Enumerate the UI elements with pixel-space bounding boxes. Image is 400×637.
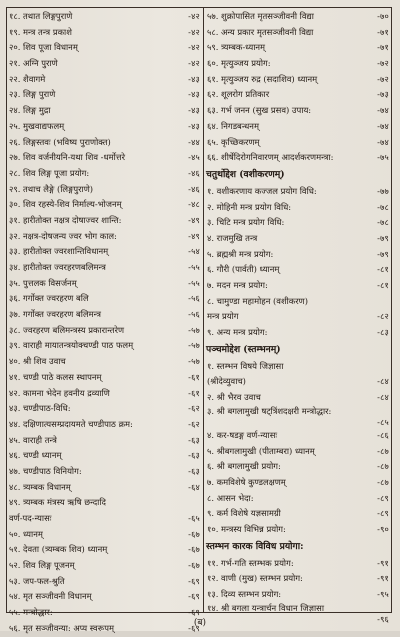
entry-page-number: -५६ <box>188 293 200 304</box>
entry-page-number: -८६ <box>377 429 389 440</box>
entry-page-number: -४३ <box>188 105 200 116</box>
entry-page-number: -७३ <box>377 89 389 100</box>
entry-title: ७. मदन मन्त्र प्रयोग: <box>207 280 268 290</box>
entry-page-number: -६३ <box>188 465 200 476</box>
toc-entry <box>207 87 389 103</box>
entry-page-number: -४३ <box>188 89 200 100</box>
entry-page-number: -७७ <box>377 185 389 196</box>
toc-entry <box>207 25 389 41</box>
entry-page-number: -५५ <box>188 262 200 272</box>
toc-entry <box>9 448 200 464</box>
entry-page-number: -८१ <box>377 280 389 290</box>
entry-page-number: -४३ <box>188 120 200 131</box>
toc-entry <box>9 276 200 292</box>
entry-title: २२. शैवागमे <box>9 73 46 84</box>
toc-entry <box>207 506 389 522</box>
entry-title: ४७. चण्डीपाठ विनियोग: <box>9 465 82 476</box>
toc-entry <box>9 72 200 88</box>
entry-title: ५२. शिव लिङ्ग पूजनम् <box>9 560 75 571</box>
entry-page-number: -७१ <box>377 26 389 37</box>
entry-page-number: -४२ <box>188 26 200 37</box>
entry-title: ६२. शूलरोग प्रतिकार <box>207 89 270 100</box>
entry-title: २८. शिव लिङ्ग पूजा प्रयोग: <box>9 167 90 178</box>
entry-page-number: -६५ <box>188 513 200 523</box>
entry-title: ५५. मन्त्रोद्धार: <box>9 607 53 618</box>
entry-page-number: -८२ <box>377 311 389 322</box>
entry-title: ६३. गर्भ जनन (सुख प्रसव) उपाय: <box>207 105 312 116</box>
toc-entry <box>9 323 200 339</box>
entry-page-number: -८१ <box>377 264 389 275</box>
entry-page-number: -९१ <box>377 573 389 584</box>
toc-entry <box>9 166 200 182</box>
toc-entry <box>207 294 389 310</box>
entry-page-number: -८९ <box>377 508 389 519</box>
entry-title: (श्रीदेव्युवाच) <box>207 376 246 387</box>
entry-title: ४. कर-षडङ्ग वर्ण-न्यासः <box>207 429 278 440</box>
toc-entry <box>9 25 200 41</box>
section-heading: चतुर्थोद्देश (वशीकरणम्) <box>206 168 285 180</box>
toc-entry <box>9 291 200 307</box>
entry-title: ५. ब्रह्मश्री मन्त्र प्रयोग: <box>207 248 274 259</box>
toc-entry <box>207 150 389 166</box>
entry-page-number: -९५ <box>377 589 389 599</box>
entry-page-number: -५५ <box>188 277 200 288</box>
toc-entry <box>207 119 389 135</box>
entry-title: ३. चिटि मन्त्र प्रयोग विधि: <box>207 217 285 228</box>
column-divider <box>203 7 204 613</box>
toc-entry <box>9 150 200 166</box>
toc-entry <box>207 40 389 56</box>
entry-title: ४१. चण्डी पाठे कलस स्थापनम् <box>9 371 102 382</box>
entry-title: २. श्री भैरव उवाच <box>207 392 261 403</box>
entry-title: ४६. चण्डी ध्यानम् <box>9 450 62 461</box>
entry-page-number: -८९ <box>377 492 389 503</box>
entry-page-number: -८७ <box>377 461 389 472</box>
toc-entry <box>9 495 200 511</box>
toc-entry <box>9 589 200 605</box>
entry-title: ४२. कामना भेदेन हवनीय द्रव्याणि <box>9 387 110 398</box>
toc-entry <box>9 401 200 417</box>
toc-entry <box>9 103 200 119</box>
entry-title: ६६. शीर्षेदिरोगनिवारणम् आदर्शकरणमन्त्रा: <box>207 152 334 163</box>
entry-page-number: -४९ <box>188 214 200 225</box>
entry-title: ८. आसन भेदा: <box>207 492 254 503</box>
entry-title: ३८. ज्वरहरण बलिमन्त्रस्य प्रकारान्तरेण <box>9 324 125 335</box>
toc-entry <box>207 247 389 263</box>
toc-entry <box>207 587 389 603</box>
entry-title: ५८. अन्य प्रकार मृतसञ्जीवनी विद्या <box>207 26 314 37</box>
toc-entry <box>9 182 200 198</box>
toc-entry <box>207 72 389 88</box>
toc-entry <box>9 433 200 449</box>
toc-entry <box>9 244 200 260</box>
toc-entry <box>9 56 200 72</box>
right-column <box>207 9 389 625</box>
page-marker: (ब) <box>193 618 207 628</box>
entry-title: १८. तथात लिङ्गपुराणे <box>9 11 73 21</box>
entry-page-number: -४८ <box>188 199 200 210</box>
entry-page-number: -७२ <box>377 58 389 69</box>
toc-entry <box>9 527 200 543</box>
entry-page-number: -६१ <box>188 387 200 398</box>
toc-entry <box>9 542 200 558</box>
entry-title: मन्त्र प्रयोग <box>207 311 239 322</box>
toc-entry <box>9 229 200 245</box>
entry-title: ३०. शिव रहस्ये-शिव निर्माल्य-भोजनम् <box>9 199 122 210</box>
entry-title: १. स्तम्भन विषये जिज्ञासा <box>207 360 284 371</box>
entry-title: २४. लिङ्ग मुद्रा <box>9 105 51 116</box>
entry-page-number: -८५ <box>377 416 389 427</box>
toc-entry <box>207 475 389 491</box>
toc-entry <box>9 370 200 386</box>
entry-title: ४३. चण्डीपाठ-विधि: <box>9 403 71 414</box>
entry-title: ४५. वाराही तन्त्रे <box>9 434 57 445</box>
entry-title: ३. श्री बगलामुखी षट्त्रिंशदक्षरी मन्त्रोद्धार: <box>207 405 332 416</box>
entry-title: ३१. हारीतोक्त नक्षत्र दोषाज्वर शान्ति: <box>9 214 122 225</box>
entry-title: ५०. ध्यानम् <box>9 528 43 539</box>
entry-page-number: -६९ <box>188 591 200 602</box>
entry-title: ९. कर्म विशेषे यज्ञसामग्री <box>207 508 281 519</box>
entry-page-number: -७८ <box>377 217 389 228</box>
entry-title: ५९. त्र्यम्बक-ध्यानम् <box>207 42 266 53</box>
entry-page-number: -५७ <box>188 340 200 351</box>
toc-entry <box>207 135 389 151</box>
entry-title: २१. अग्नि पुराणे <box>9 58 58 69</box>
entry-title: २७. शिव वर्जनीयनि-यथा शिव -धर्मोत्तरे <box>9 152 126 163</box>
entry-page-number: -९६ <box>377 613 389 624</box>
entry-page-number: -६२ <box>188 418 200 429</box>
entry-title: ५७. शुक्रोपासित मृतसञ्जीवनी विद्या <box>207 11 314 21</box>
entry-page-number: -८३ <box>377 327 389 338</box>
entry-title: १२. वाणी (मुख) स्तम्भन प्रयोग: <box>207 573 303 584</box>
entry-page-number: -७५ <box>377 152 389 163</box>
entry-title: ६५. कृच्छिकरणम् <box>207 136 260 147</box>
toc-entry <box>207 522 389 538</box>
toc-entry <box>207 9 389 25</box>
entry-page-number: -६१ <box>188 371 200 382</box>
toc-entry <box>9 511 200 527</box>
entry-page-number: -८४ <box>377 376 389 387</box>
toc-entry <box>9 260 200 276</box>
toc-entry <box>9 87 200 103</box>
entry-title: ६४. निगडबन्धनम् <box>207 120 259 131</box>
entry-page-number: -६९ <box>188 607 200 618</box>
toc-entry <box>9 338 200 354</box>
toc-entry <box>207 491 389 507</box>
toc-entry <box>207 390 389 406</box>
entry-title: ३४. हारीतोक्त ज्वरहरणबलिमन्त्र <box>9 262 106 272</box>
toc-entry <box>207 262 389 278</box>
entry-page-number: -४९ <box>188 230 200 241</box>
toc-entry <box>207 231 389 247</box>
entry-title: ३७. गर्गोक्त ज्वरहरण बलिमन्त्र <box>9 309 102 320</box>
entry-page-number: -७४ <box>377 105 389 116</box>
entry-title: १३. दिव्य स्तम्भन प्रयोग: <box>207 589 282 599</box>
entry-title: २. मोहिनी मन्त्र प्रयोग विधि: <box>207 201 292 212</box>
entry-title: २०. शिव पूजा विधानम् <box>9 42 78 53</box>
entry-title: २६. लिङ्गस्तवः (भविष्य पुराणोक्त) <box>9 136 111 147</box>
toc-entry <box>207 278 389 294</box>
entry-page-number: -६४ <box>188 481 200 492</box>
entry-page-number: -६२ <box>188 403 200 414</box>
entry-page-number: -५६ <box>188 309 200 320</box>
entry-title: १. वशीकरणाय कज्जल प्रयोग विधि: <box>207 185 317 196</box>
entry-title: ६०. मृत्युञ्जय प्रयोग: <box>207 58 271 69</box>
toc-entry <box>207 428 389 444</box>
entry-page-number: -४२ <box>188 42 200 53</box>
entry-page-number: -८४ <box>377 392 389 403</box>
entry-page-number: -४६ <box>188 183 200 194</box>
entry-title: २५. मुखवाद्यफलम् <box>9 120 65 131</box>
entry-title: १४. श्री बगला यन्त्रार्चन विधान जिज्ञासा <box>207 602 325 613</box>
toc-entry <box>9 417 200 433</box>
entry-title: ४८. त्र्यम्बक विधानम् <box>9 481 71 492</box>
entry-page-number: -९१ <box>377 557 389 568</box>
entry-page-number: -६९ <box>188 575 200 586</box>
section-heading: स्तम्भन कारक विविध प्रयोगा: <box>206 540 304 552</box>
toc-entry <box>207 374 389 390</box>
left-column <box>9 9 200 637</box>
entry-page-number: -४६ <box>188 167 200 178</box>
entry-page-number: -७९ <box>377 248 389 259</box>
entry-title: ३५. पुत्तलक विसर्जनम् <box>9 277 77 288</box>
toc-entry <box>9 464 200 480</box>
entry-title: ३६. गर्गोक्त ज्वरहरण बलि <box>9 293 89 304</box>
entry-page-number: -४५ <box>188 152 200 163</box>
entry-title: २३. लिङ्ग पुराणे <box>9 89 56 100</box>
toc-entry <box>9 480 200 496</box>
entry-page-number: -४२ <box>188 11 200 21</box>
toc-entry <box>207 459 389 475</box>
entry-page-number: -७२ <box>377 73 389 84</box>
entry-title: १०. मन्त्रस्य विभिन्न प्रयोग: <box>207 523 286 534</box>
entry-page-number: -७१ <box>377 42 389 53</box>
toc-entry <box>9 354 200 370</box>
entry-title: ४. राजमुखि तन्त्र <box>207 232 258 243</box>
entry-page-number: -४२ <box>188 58 200 69</box>
entry-page-number: -७९ <box>377 232 389 243</box>
entry-page-number: -६७ <box>188 560 200 571</box>
entry-title: १९. मन्त्र तन्त्र प्रकाशे <box>9 26 72 37</box>
entry-title: ७. कमविशेषे कुण्डलक्षणम् <box>207 476 286 487</box>
entry-page-number: -५७ <box>188 356 200 367</box>
toc-entry <box>9 197 200 213</box>
entry-page-number: -६७ <box>188 528 200 539</box>
toc-entry <box>9 558 200 574</box>
entry-page-number: -४३ <box>188 73 200 84</box>
entry-page-number: -६३ <box>188 434 200 445</box>
entry-page-number: -४४ <box>188 136 200 147</box>
toc-entry <box>207 200 389 216</box>
entry-title: ५४. मृत सञ्जीवनी विधानम् <box>9 591 92 602</box>
toc-entry <box>207 103 389 119</box>
entry-title: ५. श्रीबगलामुखी (पीताम्बरा) ध्यानम् <box>207 445 315 456</box>
entry-page-number: -९० <box>377 523 389 534</box>
toc-entry <box>9 386 200 402</box>
toc-entry <box>9 40 200 56</box>
entry-title: ४०. श्री शिव उवाच <box>9 356 66 367</box>
entry-title: वर्ण-पद-न्यासः <box>9 513 52 523</box>
entry-page-number: -५४ <box>188 246 200 257</box>
entry-title: ६. गौरी (पार्वती) ध्यानम् <box>207 264 280 275</box>
entry-page-number: -७८ <box>377 201 389 212</box>
entry-page-number: -६७ <box>188 544 200 555</box>
entry-page-number: -७० <box>377 11 389 21</box>
entry-title: ४४. दक्षिणात्यसम्प्रदायमते चण्डीपाठ क्रम: <box>9 418 133 429</box>
toc-entry <box>9 213 200 229</box>
entry-page-number: -७४ <box>377 136 389 147</box>
toc-entry <box>9 135 200 151</box>
entry-title: ८. चामुण्डा महामोहन (वशीकरण) <box>207 295 308 306</box>
toc-entry <box>207 556 389 572</box>
entry-title: ९. अन्य मन्त्र प्रयोग: <box>207 327 268 338</box>
toc-entry <box>9 9 200 25</box>
entry-title: ५१. देवता (त्र्यम्बक शिव) ध्यानम् <box>9 544 108 555</box>
toc-entry <box>207 215 389 231</box>
toc-entry <box>207 571 389 587</box>
toc-entry <box>9 119 200 135</box>
entry-title: ५६. मृत सञ्जीवन्या: अप्य स्वरूपम् <box>9 622 114 633</box>
entry-title: ४९. त्र्यम्बक मंत्रस्य ऋषि छन्दादि <box>9 497 106 508</box>
toc-entry <box>207 406 389 428</box>
entry-title: ५३. जप-फल-श्रुति <box>9 575 65 586</box>
entry-title: ३२. नक्षत्र-दोषजन्य ज्वर भोग काल: <box>9 230 117 241</box>
entry-page-number: -७४ <box>377 120 389 131</box>
toc-entry <box>207 309 389 325</box>
toc-entry <box>9 574 200 590</box>
entry-page-number: -६९ <box>188 622 200 633</box>
entry-title: ३३. हारीतोक्त ज्वरशान्तिविधानम् <box>9 246 109 257</box>
entry-title: ६. श्री बगलामुखी प्रयोग: <box>207 461 281 472</box>
toc-entry <box>9 307 200 323</box>
toc-entry <box>207 325 389 341</box>
entry-page-number: -६३ <box>188 450 200 461</box>
toc-entry <box>207 444 389 460</box>
toc-entry <box>207 184 389 200</box>
section-heading: पञ्चमोद्देश (स्तम्भनम्) <box>206 343 281 355</box>
entry-page-number: -८७ <box>377 445 389 456</box>
entry-title: ३९. वाराही मायातन्त्रयोक्चण्डी पाठ फलम् <box>9 340 134 351</box>
entry-title: ११. गर्भ-गति स्तम्भक प्रयोग: <box>207 557 294 568</box>
toc-entry <box>207 359 389 375</box>
entry-page-number: -५७ <box>188 324 200 335</box>
entry-title: २९. तथाच लैङ्गे (लिङ्गपुराणे) <box>9 183 94 194</box>
entry-page-number: -८७ <box>377 476 389 487</box>
entry-title: ६१. मृत्युञ्जय रुद्र (सदाशिव) ध्यानम् <box>207 73 318 84</box>
toc-entry <box>207 56 389 72</box>
